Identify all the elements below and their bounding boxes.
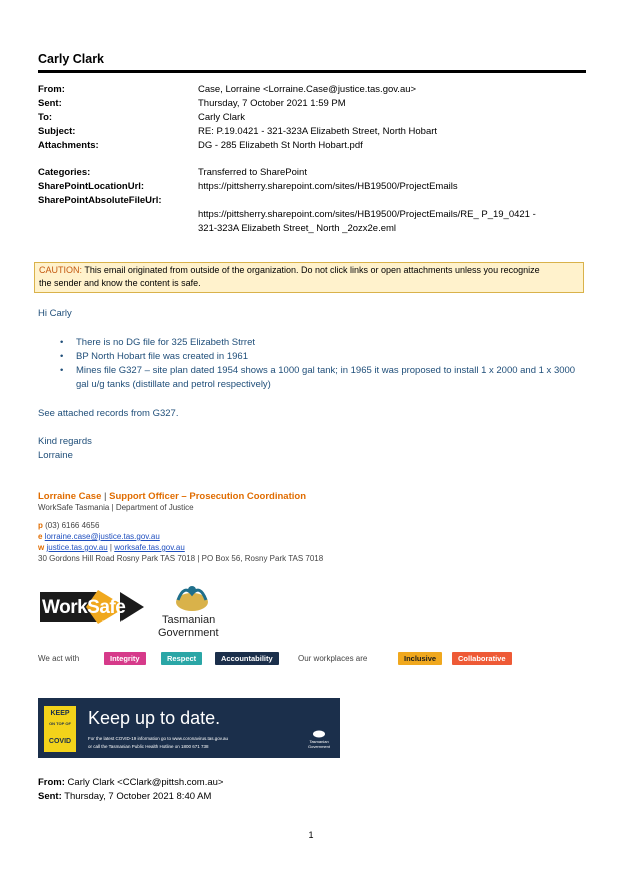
previous-sent-value: Thursday, 7 October 2021 8:40 AM: [61, 791, 212, 802]
inclusive-badge: Inclusive: [398, 652, 442, 665]
signature-email-row: [38, 531, 160, 542]
sender-name: Carly Clark: [38, 52, 105, 66]
justice-link[interactable]: justice.tas.gov.au: [46, 543, 108, 552]
worksafe-logo: [40, 586, 158, 630]
attachments-value[interactable]: DG - 285 Elizabeth St North Hobart.pdf: [198, 140, 363, 151]
covid-banner: [38, 698, 340, 758]
subject-label: Subject:: [38, 126, 76, 137]
tas-gov-line1: Tasmanian: [162, 614, 216, 626]
web-label: w: [38, 543, 45, 552]
signature-address: 30 Gordons Hill Road Rosny Park TAS 7018 | PO Box 56, Rosny Park TAS 7018: [38, 554, 324, 563]
respect-badge: Respect: [161, 652, 202, 665]
sp-location-value: https://pittsherry.sharepoint.com/sites/HB19500/ProjectEmails: [198, 181, 458, 192]
signature-separator: |: [101, 491, 110, 502]
attachments-label: Attachments:: [38, 140, 99, 151]
attached-note: See attached records from G327.: [38, 408, 179, 419]
signature-name: Lorraine Case: [38, 491, 102, 502]
covid-badge: [44, 706, 76, 752]
list-item: • BP North Hobart file was created in 1961: [60, 350, 590, 364]
greeting: Hi Carly: [38, 308, 72, 319]
signature-phone: (03) 6166 4656: [45, 521, 100, 530]
banner-gov-line1: Tasmanian: [309, 739, 329, 744]
collaborative-badge: Collaborative: [452, 652, 512, 665]
to-value: Carly Clark: [198, 112, 245, 123]
worksafe-logo-sub: TASMANIA: [102, 619, 123, 624]
banner-line2: or call the Tasmanian Public Health Hotline on 1800 671 738: [88, 744, 209, 749]
signature-phone-row: [38, 520, 99, 531]
signoff: Lorraine: [38, 450, 73, 461]
sp-absolute-label: SharePointAbsoluteFileUrl:: [38, 195, 162, 206]
covid-badge-line3: COVID: [48, 738, 72, 745]
values-middle: Our workplaces are: [298, 654, 368, 663]
accountability-badge: Accountability: [215, 652, 279, 665]
tasmanian-tiger-icon: [172, 580, 212, 614]
caution-banner: [34, 262, 584, 293]
values-lead: We act with: [38, 654, 80, 663]
covid-badge-line1: KEEP: [50, 710, 70, 717]
categories-value: Transferred to SharePoint: [198, 167, 307, 178]
email-label: e: [38, 532, 43, 541]
covid-badge-line2: ON TOP OF: [49, 721, 71, 726]
to-label: To:: [38, 112, 53, 123]
categories-label: Categories:: [38, 167, 91, 178]
regards: Kind regards: [38, 436, 92, 447]
page-number: 1: [308, 830, 314, 840]
previous-from-label: From:: [38, 777, 65, 788]
worksafe-link[interactable]: worksafe.tas.gov.au: [114, 543, 185, 552]
banner-gov-line2: Government: [307, 744, 330, 749]
previous-sent-label: Sent:: [38, 791, 62, 802]
banner-headline: Keep up to date.: [88, 708, 221, 728]
list-item: • There is no DG file for 325 Elizabeth Strret: [60, 336, 590, 350]
sp-absolute-value-line2: 321-323A Elizabeth Street_ North _2ozx2e.eml: [198, 223, 397, 234]
caution-label: CAUTION:: [39, 265, 83, 275]
sp-absolute-value-line1: https://pittsherry.sharepoint.com/sites/HB19500/ProjectEmails/RE_ P_19_0421 -: [198, 209, 536, 220]
signature-title: [38, 491, 306, 502]
banner-line1: For the latest COVID-19 information go to www.coronavirus.tas.gov.au: [88, 736, 228, 741]
sent-label: Sent:: [38, 98, 62, 109]
signature-web-row: [38, 542, 185, 553]
previous-from-value: Carly Clark <CClark@pittsh.com.au>: [64, 777, 224, 788]
worksafe-logo-text: WorkSafe: [42, 597, 126, 618]
sent-value: Thursday, 7 October 2021 1:59 PM: [198, 98, 346, 109]
integrity-badge: Integrity: [104, 652, 146, 665]
signature-org: WorkSafe Tasmania | Department of Justice: [38, 503, 194, 512]
tas-gov-line2: Government: [158, 627, 219, 639]
list-item: • Mines file G327 – site plan dated 1954 shows a 1000 gal tank; in 1965 it was proposed to install 1 x 2000 and 1 x 3000 gal u/g tanks (distillate and petrol respectively): [60, 364, 590, 392]
subject-value: RE: P.19.0421 - 321-323A Elizabeth Street, North Hobart: [198, 126, 438, 137]
findings-list: [60, 336, 590, 392]
web-separator: |: [107, 543, 115, 552]
header-rule: [38, 70, 586, 73]
from-label: From:: [38, 84, 65, 95]
caution-text-2: the sender and know the content is safe.: [39, 277, 201, 288]
tas-gov-logo: [158, 580, 230, 642]
banner-gov-icon: [312, 728, 326, 738]
signature-role: Support Officer – Prosecution Coordination: [109, 491, 306, 502]
signature-email-link[interactable]: lorraine.case@justice.tas.gov.au: [44, 532, 160, 541]
phone-label: p: [38, 521, 43, 530]
from-value: Case, Lorraine <Lorraine.Case@justice.tas.gov.au>: [198, 84, 417, 95]
previous-from: [38, 777, 223, 788]
caution-text-1: This email originated from outside of the organization. Do not click links or open attachments unless you recognize: [82, 265, 540, 275]
previous-sent: [38, 791, 211, 802]
sp-location-label: SharePointLocationUrl:: [38, 181, 145, 192]
banner-gov-logo: [302, 728, 336, 749]
